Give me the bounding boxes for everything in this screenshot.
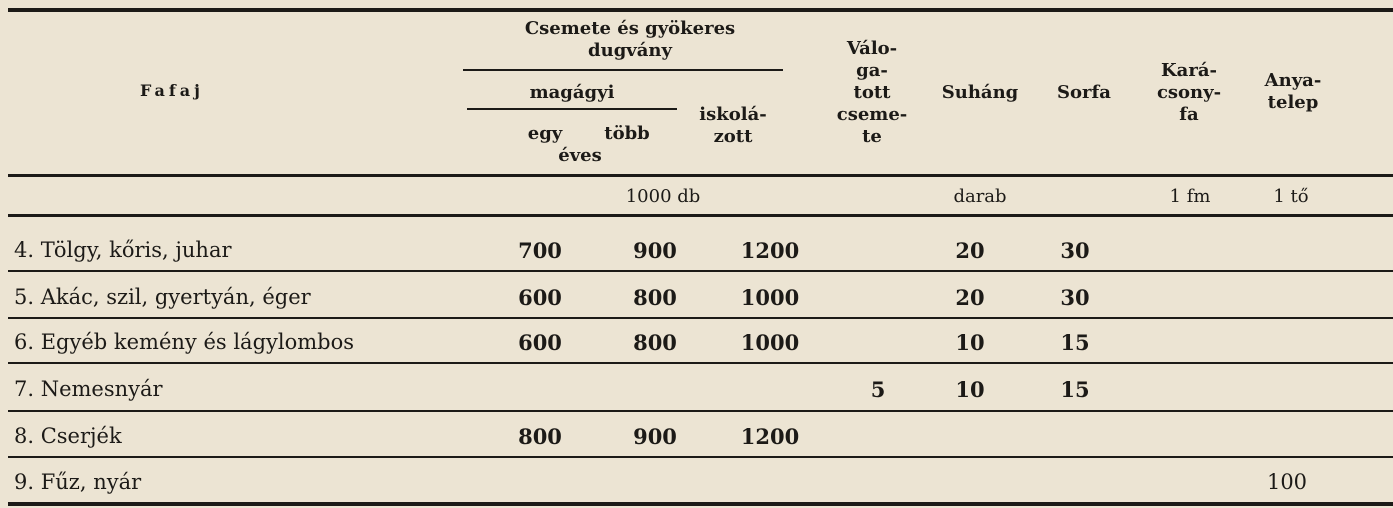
cell-suhang: 20	[955, 238, 985, 263]
unit-to: 1 tő	[1273, 186, 1309, 207]
cell-sorfa: 30	[1060, 285, 1090, 310]
unit-darab: darab	[953, 186, 1007, 207]
cell-iskolazott: 1200	[740, 424, 800, 449]
row-label: 8. Cserjék	[14, 424, 122, 448]
row-label: 9. Fűz, nyár	[14, 470, 142, 494]
header-tobb: több	[604, 123, 650, 144]
bottom-rule	[8, 502, 1393, 506]
header-dugvany-underline	[463, 69, 783, 71]
row-label: 6. Egyéb kemény és lágylombos	[14, 330, 355, 354]
cell-sorfa: 15	[1060, 330, 1090, 355]
header-valogatott-5: te	[862, 126, 882, 147]
header-egy: egy	[527, 123, 563, 144]
row-divider	[8, 456, 1393, 458]
row-label: 4. Tölgy, kőris, juhar	[14, 238, 232, 262]
cell-suhang: 10	[955, 330, 985, 355]
header-fafaj-text: Fafaj	[140, 81, 204, 100]
row-divider	[8, 270, 1393, 272]
cell-tobb: 800	[633, 285, 677, 310]
row-divider	[8, 362, 1393, 364]
header-csemete-gyokeres: Csemete és gyökeres	[524, 18, 736, 39]
cell-suhang: 10	[955, 377, 985, 402]
cell-tobb: 900	[633, 238, 677, 263]
header-fafaj	[140, 80, 204, 102]
cell-egy: 600	[518, 285, 562, 310]
cell-egy: 600	[518, 330, 562, 355]
unit-fm: 1 fm	[1169, 186, 1211, 207]
header-anyatelep-1: Anya-	[1264, 70, 1322, 91]
header-iskolazott-2: zott	[713, 126, 753, 147]
header-bottom-rule	[8, 174, 1393, 177]
header-valogatott-2: ga-	[856, 60, 888, 81]
cell-tobb: 900	[633, 424, 677, 449]
row-label: 5. Akác, szil, gyertyán, éger	[14, 285, 311, 309]
cell-sorfa: 15	[1060, 377, 1090, 402]
cell-anyatelep: 100	[1266, 470, 1308, 494]
unit-1000db: 1000 db	[625, 186, 701, 207]
top-rule	[8, 8, 1393, 12]
header-magagyi: magágyi	[529, 82, 615, 103]
cell-iskolazott: 1000	[740, 285, 800, 310]
row-divider	[8, 410, 1393, 412]
cell-sorfa: 30	[1060, 238, 1090, 263]
cell-iskolazott: 1000	[740, 330, 800, 355]
cell-tobb: 800	[633, 330, 677, 355]
header-karacsonyfa-3: fa	[1179, 104, 1199, 125]
cell-egy: 800	[518, 424, 562, 449]
header-eves: éves	[558, 145, 602, 166]
header-valogatott-1: Válo-	[846, 38, 898, 59]
row-label: 7. Nemesnyár	[14, 377, 163, 401]
header-karacsonyfa-1: Kará-	[1161, 60, 1217, 81]
header-magagyi-underline	[467, 108, 677, 110]
header-dugvany: dugvány	[588, 40, 672, 61]
header-valogatott-3: tott	[853, 82, 891, 103]
cell-valogatott: 5	[870, 377, 886, 402]
header-valogatott-4: cseme-	[836, 104, 908, 125]
row-divider	[8, 317, 1393, 319]
units-bottom-rule	[8, 214, 1393, 217]
cell-iskolazott: 1200	[740, 238, 800, 263]
header-suhang: Suháng	[941, 82, 1019, 103]
header-iskolazott-1: iskolá-	[699, 104, 767, 125]
cell-suhang: 20	[955, 285, 985, 310]
header-anyatelep-2: telep	[1267, 92, 1319, 113]
header-sorfa: Sorfa	[1057, 82, 1111, 103]
header-karacsonyfa-2: csony-	[1156, 82, 1222, 103]
cell-egy: 700	[518, 238, 562, 263]
